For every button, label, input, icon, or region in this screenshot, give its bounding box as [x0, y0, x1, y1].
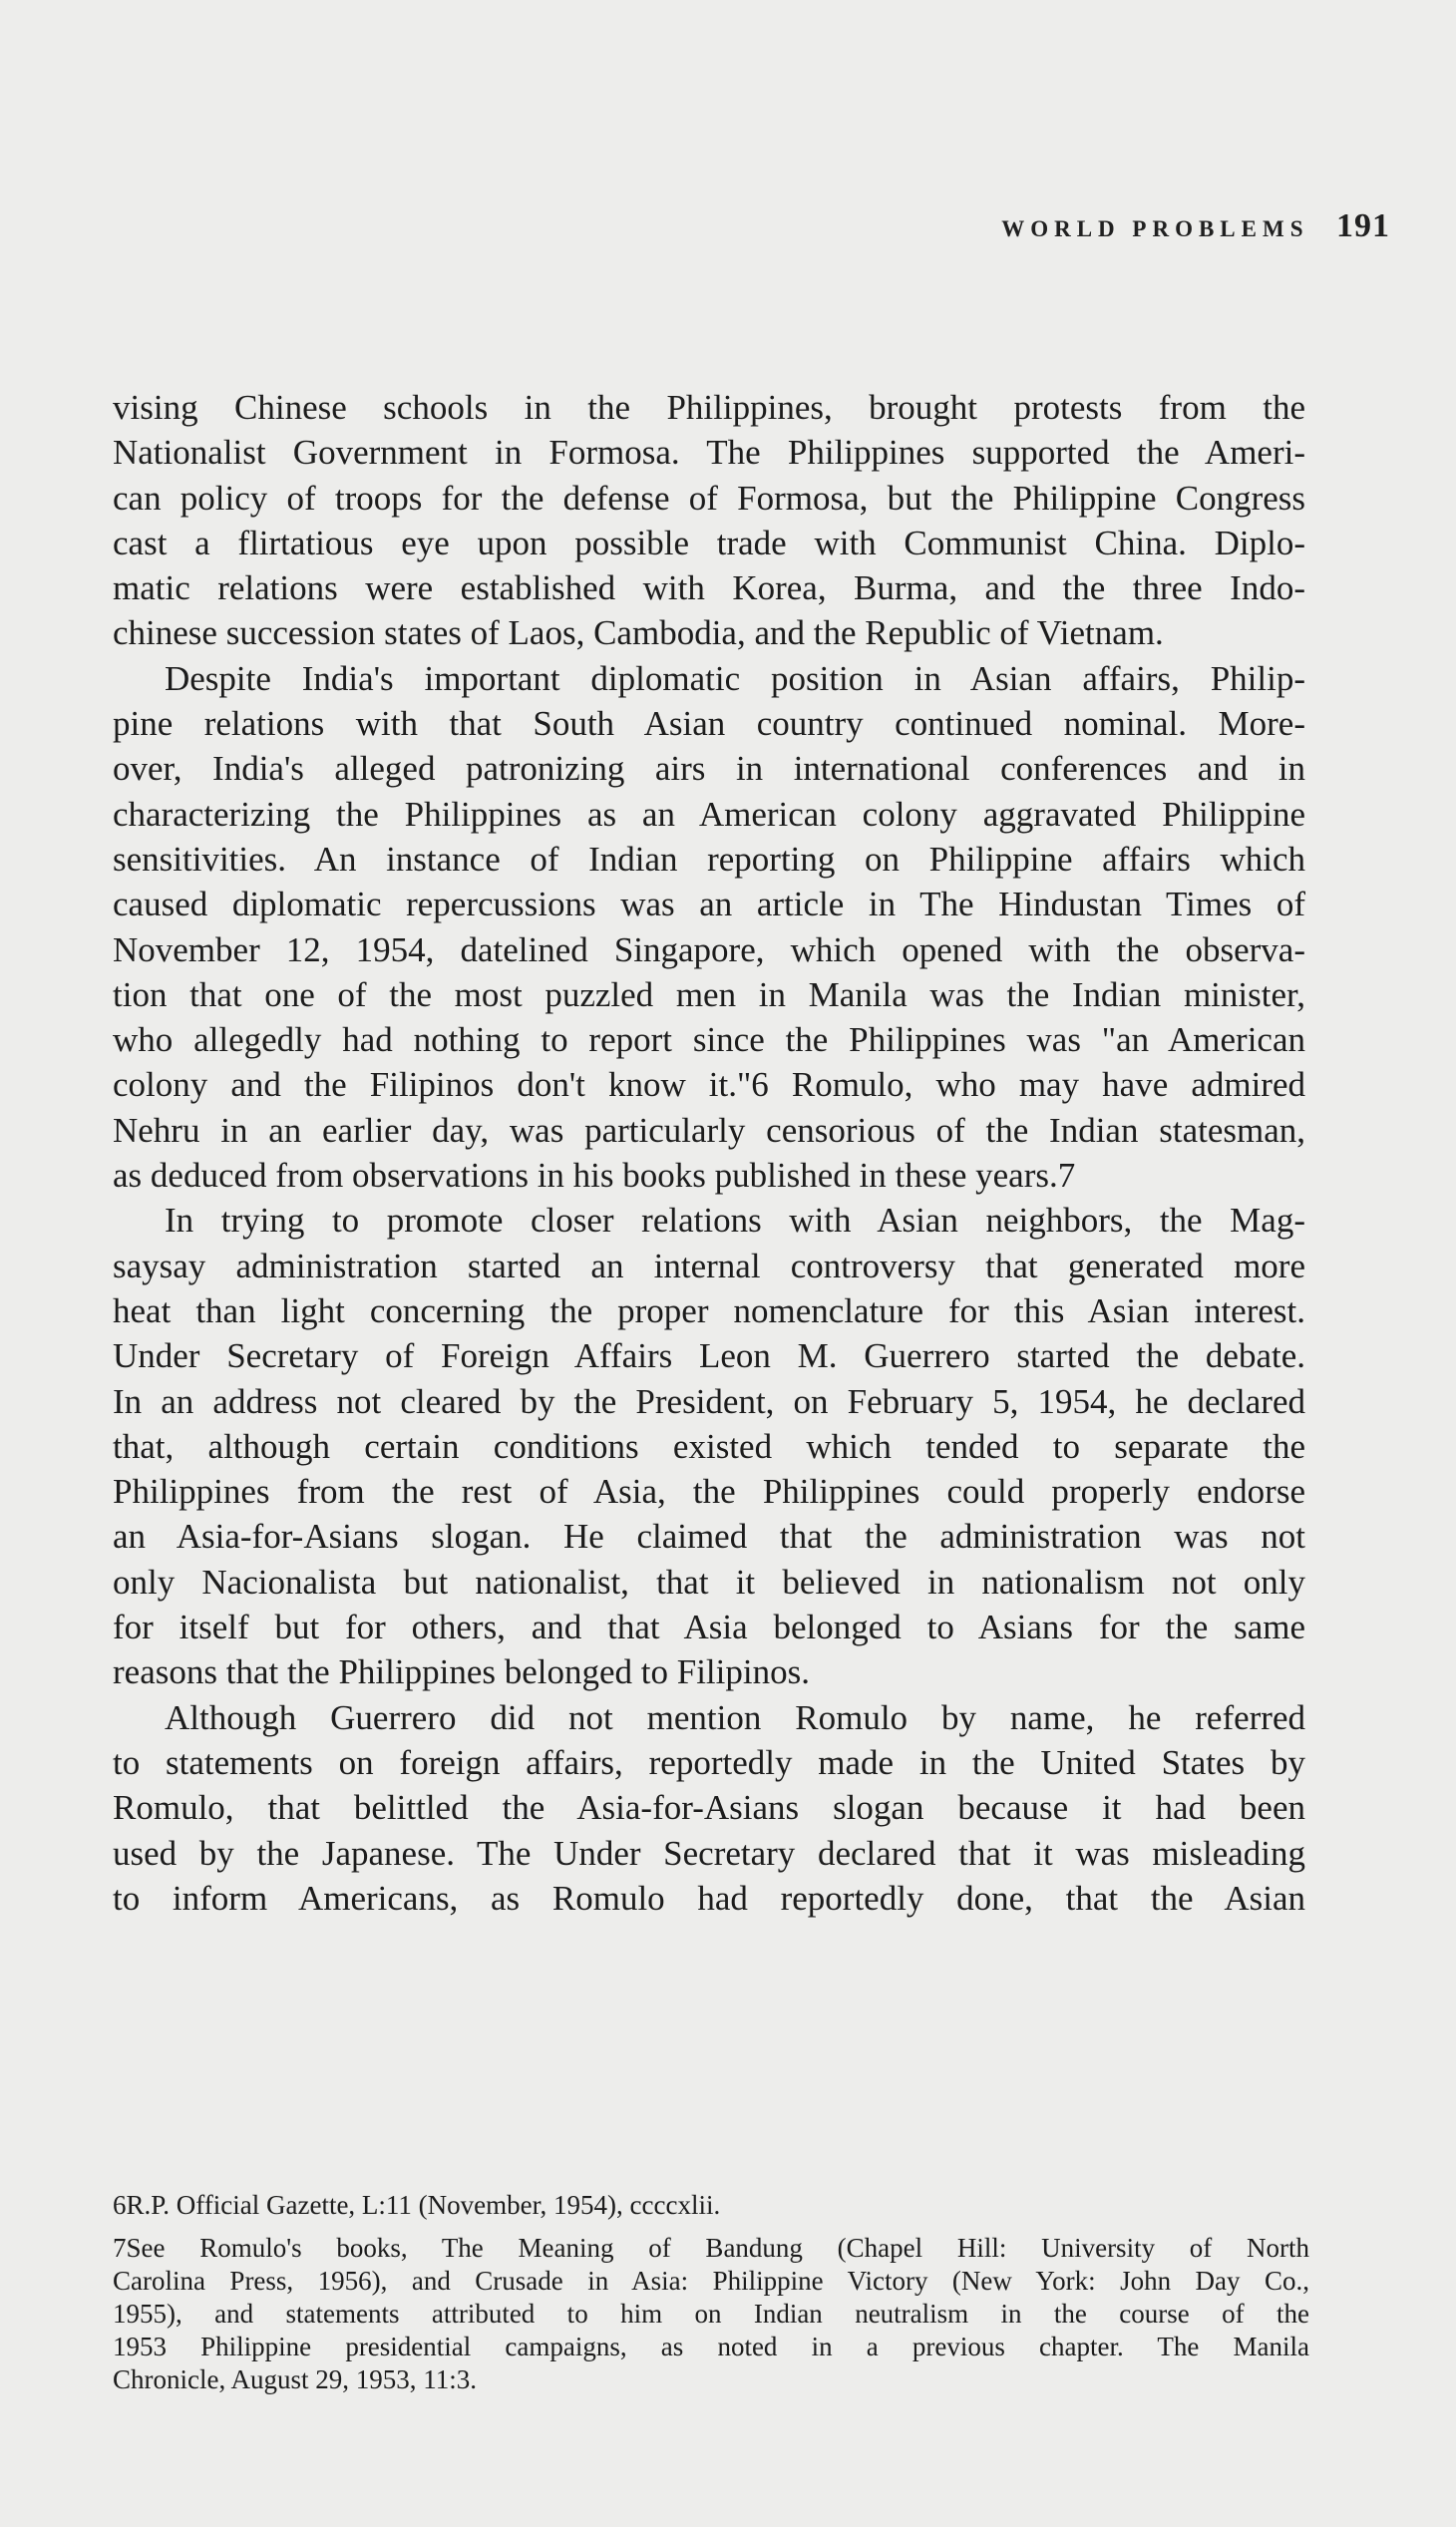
footnotes — [113, 2189, 1309, 2396]
page-number: 191 — [1336, 207, 1390, 244]
body-line: over, India's alleged patronizing airs in international conferences and in — [113, 749, 1305, 789]
body-line: colony and the Filipinos don't know it."6 Romulo, who may have admired — [113, 1065, 1305, 1105]
body-line: sensitivities. An instance of Indian reporting on Philippine affairs which — [113, 839, 1305, 879]
footnote-7-line: 1953 Philippine presidential campaigns, as noted in a previous chapter. The Manila — [113, 2332, 1309, 2361]
body-line: Romulo, that belittled the Asia-for-Asians slogan because it had been — [113, 1788, 1305, 1828]
body-line: Despite India's important diplomatic position in Asian affairs, Philip- — [165, 658, 1305, 698]
body-line: characterizing the Philippines as an American colony aggravated Philippine — [113, 794, 1305, 834]
body-line: Although Guerrero did not mention Romulo by name, he referred — [165, 1697, 1305, 1737]
body-line: used by the Japanese. The Under Secretary declared that it was misleading — [113, 1833, 1305, 1873]
body-line: cast a flirtatious eye upon possible trade with Communist China. Diplo- — [113, 523, 1305, 562]
body-line: tion that one of the most puzzled men in Manila was the Indian minister, — [113, 974, 1305, 1014]
body-line: In an address not cleared by the President, on February 5, 1954, he declared — [113, 1381, 1305, 1421]
body-line: Under Secretary of Foreign Affairs Leon M. Guerrero started the debate. — [113, 1336, 1305, 1376]
footnote-7-line: 7See Romulo's books, The Meaning of Bandung (Chapel Hill: University of North — [113, 2233, 1309, 2263]
body-line: vising Chinese schools in the Philippines, brought protests from the — [113, 388, 1305, 427]
body-line: November 12, 1954, datelined Singapore, which opened with the observa- — [113, 929, 1305, 969]
body-line: Philippines from the rest of Asia, the Philippines could properly endorse — [113, 1472, 1305, 1512]
body-line: can policy of troops for the defense of Formosa, but the Philippine Congress — [113, 478, 1305, 518]
body-line: to inform Americans, as Romulo had reportedly done, that the Asian — [113, 1878, 1305, 1918]
body-line: pine relations with that South Asian country continued nominal. More- — [113, 704, 1305, 744]
body-text — [113, 385, 1305, 1921]
body-line: Nationalist Government in Formosa. The Philippines supported the Ameri- — [113, 433, 1305, 473]
running-title: WORLD PROBLEMS — [1001, 216, 1309, 241]
body-line: saysay administration started an internal controversy that generated more — [113, 1246, 1305, 1285]
running-head — [1001, 207, 1390, 245]
body-line: that, although certain conditions existed which tended to separate the — [113, 1426, 1305, 1466]
body-line: for itself but for others, and that Asia belonged to Asians for the same — [113, 1608, 1305, 1647]
body-line: reasons that the Philippines belonged to Filipinos. — [113, 1652, 810, 1692]
footnote-6: 6R.P. Official Gazette, L:11 (November, 1954), ccccxlii. — [113, 2190, 721, 2220]
body-line: chinese succession states of Laos, Cambodia, and the Republic of Vietnam. — [113, 613, 1164, 653]
body-line: as deduced from observations in his books published in these years.7 — [113, 1156, 1076, 1196]
body-line: In trying to promote closer relations with Asian neighbors, the Mag- — [165, 1201, 1305, 1241]
footnote-7-line: 1955), and statements attributed to him on Indian neutralism in the course of the — [113, 2299, 1309, 2329]
body-line: who allegedly had nothing to report since the Philippines was "an American — [113, 1020, 1305, 1060]
body-line: caused diplomatic repercussions was an article in The Hindustan Times of — [113, 885, 1305, 924]
footnote-7-line: Carolina Press, 1956), and Crusade in Asia: Philippine Victory (New York: John Day Co., — [113, 2266, 1309, 2296]
body-line: Nehru in an earlier day, was particularly censorious of the Indian statesman, — [113, 1110, 1305, 1150]
body-line: to statements on foreign affairs, reportedly made in the United States by — [113, 1742, 1305, 1782]
footnote-7-line: Chronicle, August 29, 1953, 11:3. — [113, 2364, 477, 2394]
footnote-gap — [113, 2222, 1309, 2232]
body-line: an Asia-for-Asians slogan. He claimed that the administration was not — [113, 1517, 1305, 1557]
body-line: only Nacionalista but nationalist, that it believed in nationalism not only — [113, 1562, 1305, 1602]
body-line: heat than light concerning the proper nomenclature for this Asian interest. — [113, 1290, 1305, 1330]
body-line: matic relations were established with Korea, Burma, and the three Indo- — [113, 568, 1305, 608]
